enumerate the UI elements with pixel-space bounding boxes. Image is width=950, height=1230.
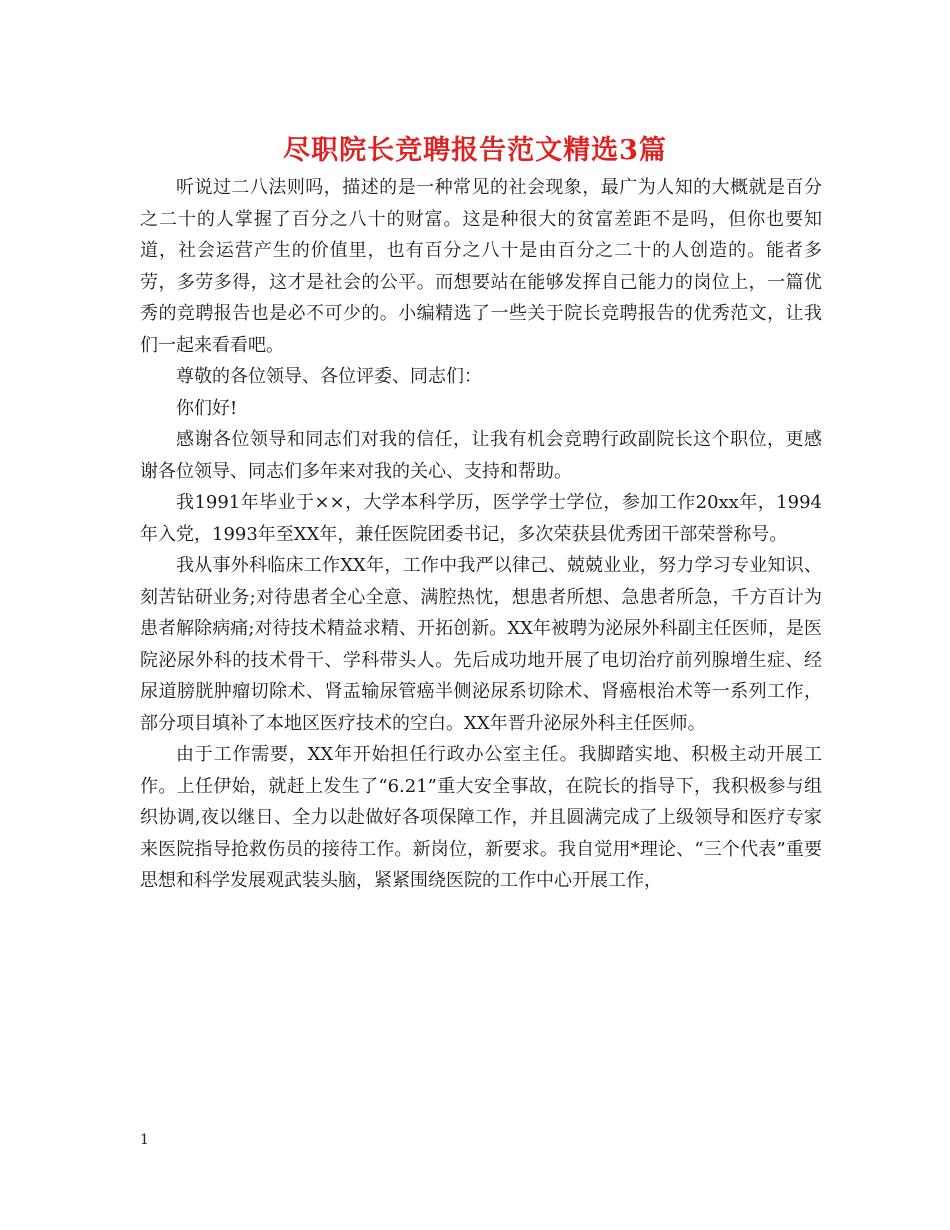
paragraph-admin-work: 由于工作需要，XX年开始担任行政办公室主任。我脚踏实地、积极主动开展工作。上任伊始，就赶上发生了“6.21”重大安全事故，在院长的指导下，我积极参与组织协调,夜以继日、全力以赴做好各项保障工作，并且圆满完成了上级领导和医疗专家来医院指导抢救伤员的接待工作。新岗位，新要求。我自觉用*理论、“三个代表”重要思想和科学发展观武装头脑，紧紧围绕医院的工作中心开展工作， <box>140 744 822 891</box>
document-title: 尽职院长竞聘报告范文精选3篇 <box>283 135 667 166</box>
paragraph-greeting: 你们好! <box>176 397 238 419</box>
paragraph-clinical-work: 我从事外科临床工作XX年，工作中我严以律己、兢兢业业，努力学习专业知识、刻苦钻研业务;对待患者全心全意、满腔热忱，想患者所想、急患者所急，千方百计为患者解除病痛;对待技术精益求精、开拓创新。XX年被聘为泌尿外科副主任医师，是医院泌尿外科的技术骨干、学科带头人。先后成功地开展了电切治疗前列腺增生症、经尿道膀胱肿瘤切除术、肾盂输尿管癌半侧泌尿系切除术、肾癌根治术等一系列工作，部分项目填补了本地区医疗技术的空白。XX年晋升泌尿外科主任医师。 <box>140 555 822 734</box>
paragraph-thanks: 感谢各位领导和同志们对我的信任，让我有机会竞聘行政副院长这个职位，更感谢各位领导、同志们多年来对我的关心、支持和帮助。 <box>140 429 822 482</box>
paragraph-intro: 听说过二八法则吗，描述的是一种常见的社会现象，最广为人知的大概就是百分之二十的人掌握了百分之八十的财富。这是种很大的贫富差距不是吗，但你也要知道，社会运营产生的价值里，也有百分之八十是由百分之二十的人创造的。能者多劳，多劳多得，这才是社会的公平。而想要站在能够发挥自己能力的岗位上，一篇优秀的竞聘报告也是必不可少的。小编精选了一些关于院长竞聘报告的优秀范文，让我们一起来看看吧。 <box>140 177 822 356</box>
paragraph-background: 我1991年毕业于××，大学本科学历，医学学士学位，参加工作20xx年，1994年入党，1993年至XX年，兼任医院团委书记，多次荣获县优秀团干部荣誉称号。 <box>140 492 822 545</box>
paragraph-salutation: 尊敬的各位领导、各位评委、同志们： <box>176 366 482 387</box>
page-number: 1 <box>140 1132 149 1148</box>
document-body <box>140 172 822 897</box>
